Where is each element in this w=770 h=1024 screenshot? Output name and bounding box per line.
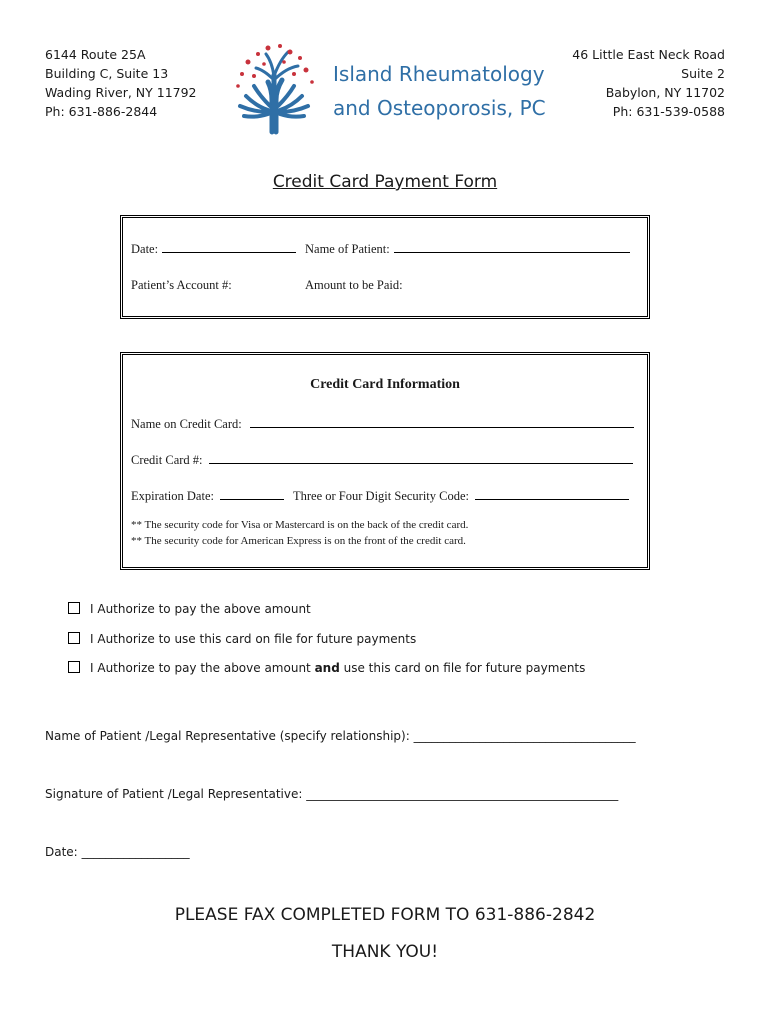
expiration-field[interactable] <box>131 489 284 504</box>
authorize-both-checkbox[interactable] <box>68 661 80 673</box>
representative-name-label: Name of Patient /Legal Representative (specify relationship): <box>45 729 410 743</box>
left-office-address <box>45 45 197 121</box>
authorize-file-option[interactable] <box>68 632 416 646</box>
date-input-line[interactable] <box>162 251 296 253</box>
right-address-line: Babylon, NY 11702 <box>605 85 725 100</box>
patient-info-box <box>120 215 650 319</box>
fax-instruction: PLEASE FAX COMPLETED FORM TO 631-886-2842 <box>174 905 596 925</box>
signature-date-label: Date: <box>45 845 78 859</box>
credit-card-info-box <box>120 352 650 570</box>
right-address-line: Suite 2 <box>681 66 725 81</box>
security-code-note-amex: ** The security code for American Express is on the front of the credit card. <box>131 535 466 547</box>
name-on-card-input-line[interactable] <box>250 426 634 428</box>
authorize-file-label: I Authorize to use this card on file for future payments <box>90 632 417 646</box>
security-code-note-visa: ** The security code for Visa or Mastercard is on the back of the credit card. <box>131 519 469 531</box>
signature-label: Signature of Patient /Legal Representative: <box>45 787 303 801</box>
authorize-both-label-end: use this card on file for future payments <box>339 661 586 675</box>
card-number-label: Credit Card #: <box>131 453 203 467</box>
patient-name-field[interactable] <box>305 242 630 257</box>
name-on-card-field[interactable] <box>131 417 634 432</box>
signature-blank[interactable]: ____________________________________________________ <box>306 787 619 801</box>
amount-label: Amount to be Paid: <box>305 278 403 292</box>
page-title: Credit Card Payment Form <box>272 172 498 192</box>
right-address-line: 46 Little East Neck Road <box>572 47 725 62</box>
security-code-label: Three or Four Digit Security Code: <box>293 489 470 503</box>
account-number-label: Patient’s Account #: <box>131 278 232 292</box>
logo-name-line1: Island Rheumatology <box>333 62 545 86</box>
left-address-line: Wading River, NY 11792 <box>45 85 197 100</box>
right-address-phone: Ph: 631-539-0588 <box>612 104 725 119</box>
date-label: Date: <box>131 242 159 256</box>
authorize-pay-label: I Authorize to pay the above amount <box>90 602 311 616</box>
representative-name-blank[interactable]: _____________________________________ <box>413 729 636 743</box>
account-number-field[interactable] <box>131 278 232 293</box>
amount-field[interactable] <box>305 278 403 293</box>
right-office-address <box>572 45 725 121</box>
security-code-field[interactable] <box>293 489 629 504</box>
thank-you-text: THANK YOU! <box>331 942 439 962</box>
card-section-title: Credit Card Information <box>310 377 460 392</box>
tree-hands-logo-icon <box>228 40 328 136</box>
signature-field[interactable] <box>45 787 618 801</box>
patient-name-input-line[interactable] <box>394 251 630 253</box>
left-address-line: Building C, Suite 13 <box>45 66 169 81</box>
authorize-both-label-start: I Authorize to pay the above amount <box>90 661 315 675</box>
expiration-input-line[interactable] <box>220 498 284 500</box>
logo-name-line2: and Osteoporosis, PC <box>333 96 546 120</box>
practice-logo <box>228 40 548 136</box>
signature-date-blank[interactable]: __________________ <box>81 845 190 859</box>
signature-date-field[interactable] <box>45 845 190 859</box>
left-address-line: 6144 Route 25A <box>45 47 146 62</box>
left-address-phone: Ph: 631-886-2844 <box>45 104 158 119</box>
authorize-both-option[interactable] <box>68 661 585 675</box>
expiration-label: Expiration Date: <box>131 489 214 503</box>
authorize-pay-checkbox[interactable] <box>68 602 80 614</box>
name-on-card-label: Name on Credit Card: <box>131 417 242 431</box>
representative-name-field[interactable] <box>45 729 636 743</box>
authorize-pay-option[interactable] <box>68 602 311 616</box>
patient-name-label: Name of Patient: <box>305 242 390 256</box>
date-field[interactable] <box>131 242 296 257</box>
card-number-field[interactable] <box>131 453 633 468</box>
authorize-file-checkbox[interactable] <box>68 632 80 644</box>
card-number-input-line[interactable] <box>209 462 633 464</box>
security-code-input-line[interactable] <box>475 498 629 500</box>
authorize-both-label-and: and <box>314 661 340 675</box>
